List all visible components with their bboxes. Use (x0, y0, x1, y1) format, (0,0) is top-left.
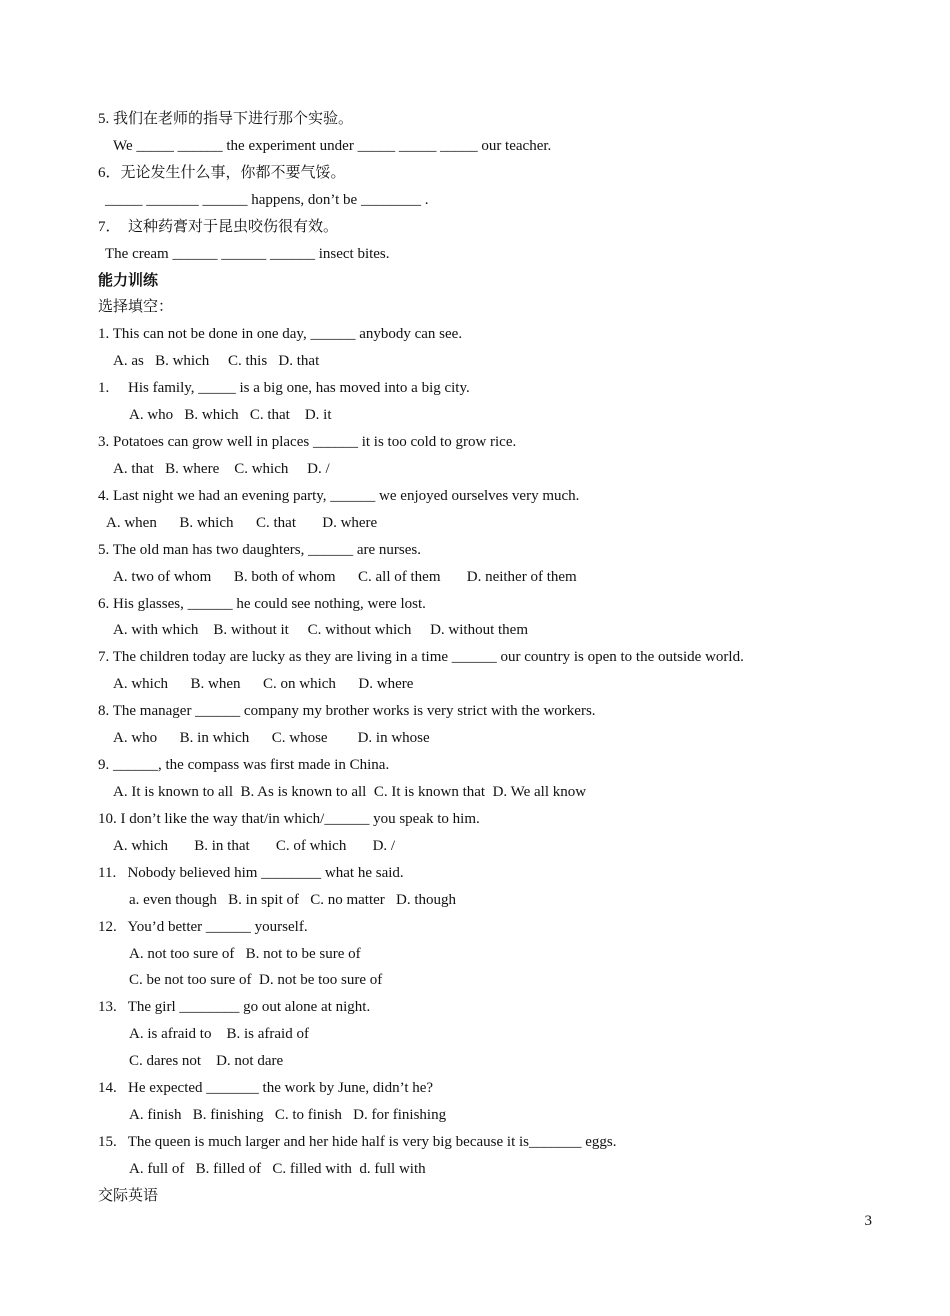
text-line: 交际英语 (98, 1188, 159, 1204)
text-line: 4. Last night we had an evening party, ______ we enjoyed ourselves very much. (98, 488, 580, 504)
text-line: A. as B. which C. this D. that (113, 353, 320, 369)
text-line: 6．无论发生什么事，你都不要气馁。 (98, 165, 346, 181)
text-line: 11. Nobody believed him ________ what he said. (98, 865, 404, 881)
text-line: A. finish B. finishing C. to finish D. for finishing (129, 1107, 447, 1123)
text-line: a. even though B. in spit of C. no matter D. though (129, 892, 457, 908)
text-line: _____ _______ ______ happens, don’t be ________ . (105, 192, 429, 208)
text-line: A. two of whom B. both of whom C. all of them D. neither of them (113, 569, 577, 585)
text-line: C. be not too sure of D. not be too sure of (129, 972, 383, 988)
text-line: A. full of B. filled of C. filled with d. full with (129, 1161, 426, 1177)
text-line: 10. I don’t like the way that/in which/______ you speak to him. (98, 811, 480, 827)
text-line: 15. The queen is much larger and her hide half is very big because it is_______ eggs. (98, 1134, 617, 1150)
text-line: 选择填空： (98, 299, 174, 315)
text-line: 能力训练 (98, 273, 159, 289)
page-number: 3 (864, 1213, 872, 1229)
text-line: 6. His glasses, ______ he could see nothing, were lost. (98, 596, 426, 612)
text-line: 14. He expected _______ the work by June, didn’t he? (98, 1080, 434, 1096)
text-line: 7． 这种药膏对于昆虫咬伤很有效。 (98, 219, 339, 235)
text-line: 5. The old man has two daughters, ______ are nurses. (98, 542, 421, 558)
text-line: A. which B. when C. on which D. where (113, 676, 414, 692)
text-line: A. who B. which C. that D. it (129, 407, 332, 423)
text-line: 12. You’d better ______ yourself. (98, 919, 308, 935)
text-line: 5. 我们在老师的指导下进行那个实验。 (98, 111, 354, 127)
text-line: We _____ ______ the experiment under _____ _____ _____ our teacher. (113, 138, 552, 154)
text-line: A. who B. in which C. whose D. in whose (113, 730, 430, 746)
text-line: A. not too sure of B. not to be sure of (129, 946, 361, 962)
text-line: C. dares not D. not dare (129, 1053, 284, 1069)
text-line: A. that B. where C. which D. / (113, 461, 330, 477)
text-line: 8. The manager ______ company my brother works is very strict with the workers. (98, 703, 596, 719)
text-line: A. which B. in that C. of which D. / (113, 838, 396, 854)
text-line: 1. This can not be done in one day, ______ anybody can see. (98, 326, 463, 342)
text-line: A. is afraid to B. is afraid of (129, 1026, 309, 1042)
text-line: The cream ______ ______ ______ insect bites. (105, 246, 390, 262)
text-line: A. It is known to all B. As is known to all C. It is known that D. We all know (113, 784, 587, 800)
text-line: A. when B. which C. that D. where (106, 515, 378, 531)
text-line: 1. His family, _____ is a big one, has moved into a big city. (98, 380, 470, 396)
text-line: 9. ______, the compass was first made in China. (98, 757, 390, 773)
text-line: 7. The children today are lucky as they are living in a time ______ our country is open to the outside world. (98, 649, 744, 665)
text-line: 3. Potatoes can grow well in places ______ it is too cold to grow rice. (98, 434, 517, 450)
text-line: 13. The girl ________ go out alone at night. (98, 999, 371, 1015)
text-line: A. with which B. without it C. without which D. without them (113, 622, 528, 638)
